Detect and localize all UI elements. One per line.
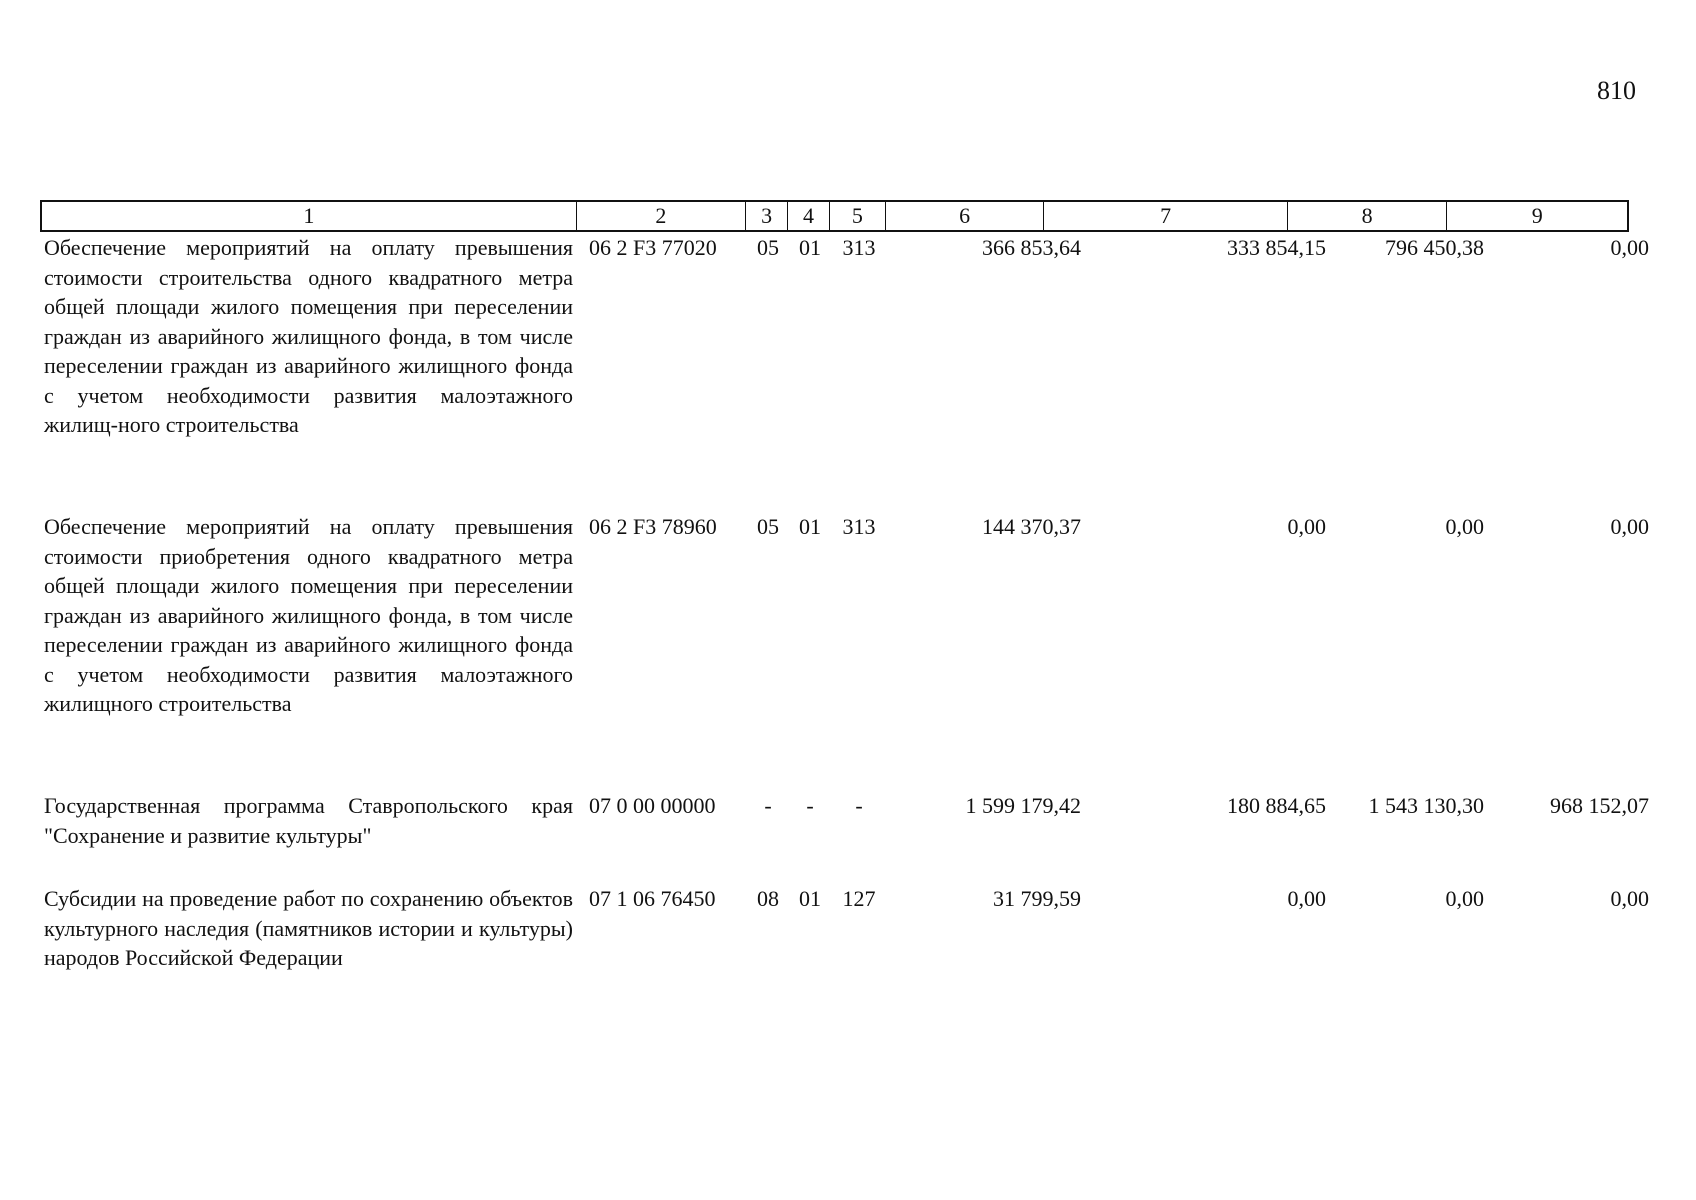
row-code: 07 0 00 00000 [589, 793, 716, 818]
row-col6: 31 799,59 [993, 886, 1081, 911]
row-col8: 0,00 [1445, 514, 1484, 539]
row-col9: 0,00 [1610, 886, 1649, 911]
row-col5: 313 [842, 514, 876, 539]
row-col3: - [764, 793, 772, 818]
row-col5: - [855, 793, 863, 818]
row-code: 07 1 06 76450 [589, 886, 716, 911]
row-col5: 313 [842, 235, 876, 260]
row-code: 06 2 F3 78960 [589, 514, 717, 539]
row-col4: 01 [799, 514, 821, 539]
row-col4: - [806, 793, 814, 818]
row-description: Обеспечение мероприятий на оплату превышения стоимости строительства одного квадратного метра общей площади жилого помещения при переселении граждан из аварийного жилищного фонда, в том числе переселении граждан из аварийного жилищного фонда с учетом необходимости развития малоэтажного жилищ-ного строительства [44, 235, 573, 437]
row-col3: 05 [757, 235, 779, 260]
row-col8: 1 543 130,30 [1368, 793, 1484, 818]
row-col9: 968 152,07 [1550, 793, 1649, 818]
row-col9: 0,00 [1610, 514, 1649, 539]
column-header-5: 5 [829, 202, 885, 230]
page-number: 810 [1597, 76, 1636, 105]
row-col7: 0,00 [1287, 886, 1326, 911]
row-col4: 01 [799, 886, 821, 911]
row-col8: 796 450,38 [1385, 235, 1484, 260]
row-code: 06 2 F3 77020 [589, 235, 717, 260]
row-description: Обеспечение мероприятий на оплату превышения стоимости приобретения одного квадратного метра общей площади жилого помещения при переселении граждан из аварийного жилищного фонда, в том числе переселении граждан из аварийного жилищного фонда с учетом необходимости развития малоэтажного жилищного строительства [44, 514, 573, 716]
row-col3: 08 [757, 886, 779, 911]
row-col3: 05 [757, 514, 779, 539]
row-col7: 180 884,65 [1227, 793, 1326, 818]
row-description: Государственная программа Ставропольского края "Сохранение и развитие культуры" [44, 793, 573, 848]
row-col7: 333 854,15 [1227, 235, 1326, 260]
column-header-8: 8 [1287, 202, 1447, 230]
column-header-7: 7 [1043, 202, 1286, 230]
row-col6: 144 370,37 [982, 514, 1081, 539]
row-col9: 0,00 [1610, 235, 1649, 260]
row-description: Субсидии на проведение работ по сохранению объектов культурного наследия (памятников истории и культуры) народов Российской Федерации [44, 886, 573, 970]
row-col8: 0,00 [1445, 886, 1484, 911]
row-col7: 0,00 [1287, 514, 1326, 539]
row-col4: 01 [799, 235, 821, 260]
row-col6: 366 853,64 [982, 235, 1081, 260]
column-header-4: 4 [787, 202, 829, 230]
row-col6: 1 599 179,42 [965, 793, 1081, 818]
column-header-1: 1 [303, 203, 315, 228]
row-col5: 127 [842, 886, 876, 911]
column-header-6: 6 [885, 202, 1044, 230]
column-header-3: 3 [745, 202, 787, 230]
column-header-9: 9 [1446, 202, 1627, 230]
column-header-2: 2 [576, 202, 746, 230]
column-number-header [40, 200, 1629, 232]
